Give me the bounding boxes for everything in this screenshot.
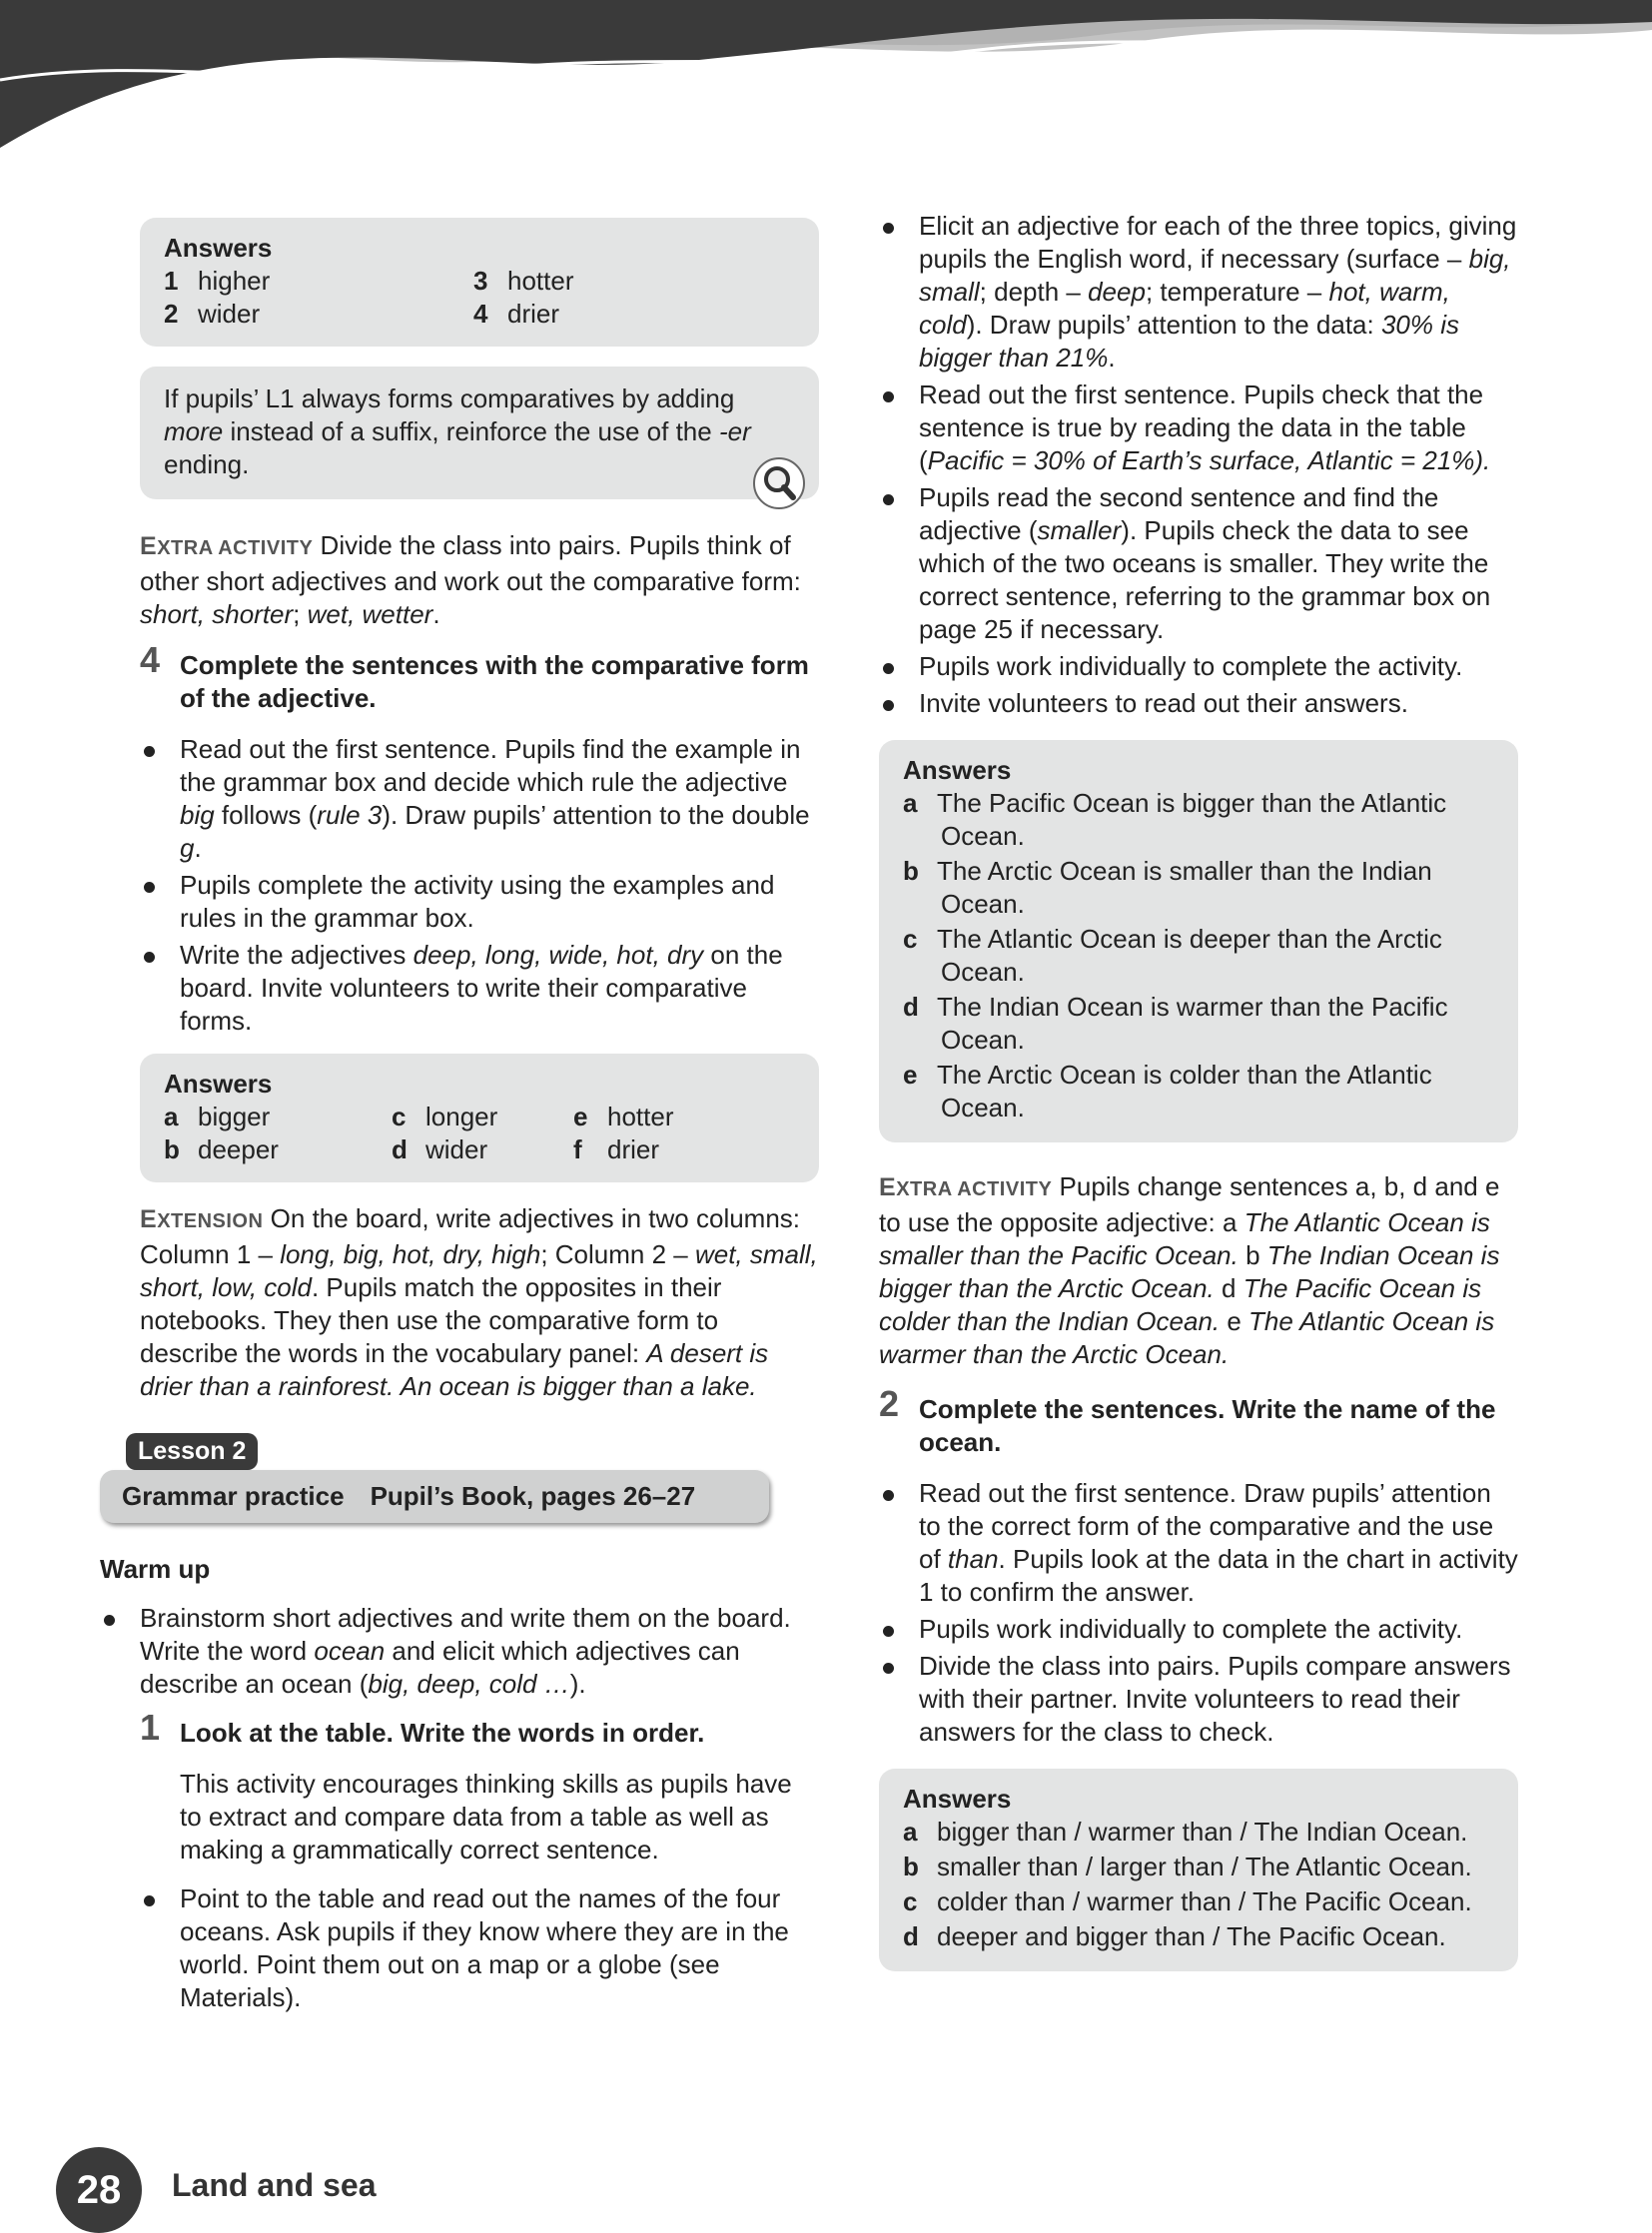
answer-item: 2 wider xyxy=(164,299,261,329)
answer-item: c The Atlantic Ocean is deeper than the Arctic Ocean. xyxy=(903,924,1442,987)
answer-item: d wider xyxy=(392,1134,488,1164)
answer-item: d deeper and bigger than / The Pacific Ocean. xyxy=(903,1921,1446,1951)
answer-item: b The Arctic Ocean is smaller than the Indian Ocean. xyxy=(903,856,1432,919)
list-item: Divide the class into pairs. Pupils compare answers with their partner. Invite volunteers to read their answers for the class to check. xyxy=(919,1650,1518,1749)
answers-title: Answers xyxy=(164,233,273,263)
lesson-tag: Lesson 2 xyxy=(126,1433,258,1470)
task-4-heading: 4 Complete the sentences with the comparative form of the adjective. xyxy=(140,639,809,713)
list-item: Pupils work individually to complete the activity. xyxy=(919,1613,1518,1646)
answers-box-task-2 xyxy=(879,1769,1518,1971)
answer-item: 4 drier xyxy=(473,299,560,329)
answers-box-1 xyxy=(140,218,819,347)
answer-item: f drier xyxy=(573,1134,660,1164)
warm-up-bullets xyxy=(100,1602,819,1701)
task-4-bullets xyxy=(100,733,819,1038)
extra-activity-1: EXTRA ACTIVITY Divide the class into pairs. Pupils think of other short adjectives and work out the comparative form: short, shorter; wet, wetter. xyxy=(140,530,801,629)
extra-activity-label: EXTRA ACTIVITY xyxy=(879,1173,1053,1201)
answer-item: b smaller than / larger than / The Atlantic Ocean. xyxy=(903,1852,1472,1881)
extension-paragraph: EXTENSION On the board, write adjectives in two columns: Column 1 – long, big, hot, dry, high; Column 2 – wet, small, short, low, cold. Pupils match the opposites in their notebooks. They then use the comparative form to describe the words in the vocabulary panel: A desert is drier than a rainforest. An ocean is bigger than a lake. xyxy=(140,1203,818,1401)
warm-up-heading: Warm up xyxy=(100,1554,211,1584)
task-2-heading: 2 Complete the sentences. Write the name of the ocean. xyxy=(879,1383,1496,1457)
lesson-pages: Pupil’s Book, pages 26–27 xyxy=(370,1481,696,1511)
page-number: 28 xyxy=(56,2147,142,2233)
teacher-note-box: If pupils’ L1 always forms comparatives by adding more instead of a suffix, reinforce the use of the -er ending. xyxy=(140,367,819,499)
answers-title: Answers xyxy=(164,1069,273,1099)
answer-item: a bigger than / warmer than / The Indian Ocean. xyxy=(903,1817,1468,1847)
list-item: Write the adjectives deep, long, wide, hot, dry on the board. Invite volunteers to write their comparative forms. xyxy=(180,939,819,1038)
list-item: Read out the first sentence. Draw pupils’ attention to the correct form of the comparative and the use of than. Pupils look at the data in the chart in activity 1 to confirm the answer. xyxy=(919,1478,1518,1607)
list-item: Pupils work individually to complete the activity. xyxy=(919,650,1518,683)
task-1-intro: This activity encourages thinking skills as pupils have to extract and compare data from a table as well as making a grammatically correct sentence. xyxy=(180,1769,792,1864)
list-item: Read out the first sentence. Pupils check that the sentence is true by reading the data in the table (Pacific = 30% of Earth’s surface, Atlantic = 21%). xyxy=(919,378,1518,477)
left-column xyxy=(100,218,819,2030)
answers-title: Answers xyxy=(903,755,1012,785)
list-item: Elicit an adjective for each of the three topics, giving pupils the English word, if necessary (surface – big, small; depth – deep; temperature – hot, warm, cold). Draw pupils’ attention to the data: 30% is bigger than 21%. xyxy=(919,211,1517,372)
list-item: Point to the table and read out the names of the four oceans. Ask pupils if they know where they are in the world. Point them out on a map or a globe (see Materials). xyxy=(180,1882,819,2014)
unit-title: Land and sea xyxy=(172,2167,377,2203)
answer-item: 3 hotter xyxy=(473,266,574,296)
answers-box-task-1 xyxy=(879,740,1518,1142)
right-column xyxy=(879,210,1518,1991)
answer-item: b deeper xyxy=(164,1134,279,1164)
list-item: Pupils complete the activity using the examples and rules in the grammar box. xyxy=(180,869,819,935)
list-item: Invite volunteers to read out their answers. xyxy=(919,687,1518,720)
task-2-bullets xyxy=(879,1477,1518,1749)
answer-item: c longer xyxy=(392,1102,498,1131)
answers-title: Answers xyxy=(903,1784,1012,1814)
header-wave-decoration xyxy=(0,0,1652,150)
extra-activity-label: EXTRA ACTIVITY xyxy=(140,532,314,560)
list-item: Read out the first sentence. Pupils find the example in the grammar box and decide which rule the adjective big follows (rule 3). Draw pupils’ attention to the double g. xyxy=(180,733,819,865)
lesson-title-bar xyxy=(100,1470,769,1523)
answers-box-4 xyxy=(140,1054,819,1182)
answer-item: 1 higher xyxy=(164,266,271,296)
magnifier-icon xyxy=(751,455,807,511)
task-1-bullets xyxy=(100,1882,819,2014)
answer-item: c colder than / warmer than / The Pacific Ocean. xyxy=(903,1886,1472,1916)
extra-activity-2: EXTRA ACTIVITY Pupils change sentences a, b, d and e to use the opposite adjective: a The Atlantic Ocean is smaller than the Pacific Ocean. b The Indian Ocean is bigger than the Arctic Ocean. d The Pacific Ocean is colder than the Indian Ocean. e The Atlantic Ocean is warmer than the Arctic Ocean. xyxy=(879,1171,1500,1369)
answer-item: a The Pacific Ocean is bigger than the Atlantic Ocean. xyxy=(903,788,1447,851)
answer-item: d The Indian Ocean is warmer than the Pacific Ocean. xyxy=(903,992,1448,1055)
list-item: Brainstorm short adjectives and write them on the board. Write the word ocean and elicit which adjectives can describe an ocean (big, deep, cold …). xyxy=(140,1602,819,1701)
answer-item: e hotter xyxy=(573,1102,674,1131)
lesson-title: Grammar practice xyxy=(122,1481,345,1511)
task-1-bullets-continued xyxy=(879,210,1518,720)
answer-item: a bigger xyxy=(164,1102,271,1131)
task-1-heading: 1 Look at the table. Write the words in order. xyxy=(140,1707,705,1748)
extension-label: EXTENSION xyxy=(140,1205,264,1233)
list-item: Pupils read the second sentence and find the adjective (smaller). Pupils check the data to see which of the two oceans is smaller. They write the correct sentence, referring to the grammar box on page 25 if necessary. xyxy=(919,481,1518,646)
answer-item: e The Arctic Ocean is colder than the Atlantic Ocean. xyxy=(903,1060,1432,1122)
